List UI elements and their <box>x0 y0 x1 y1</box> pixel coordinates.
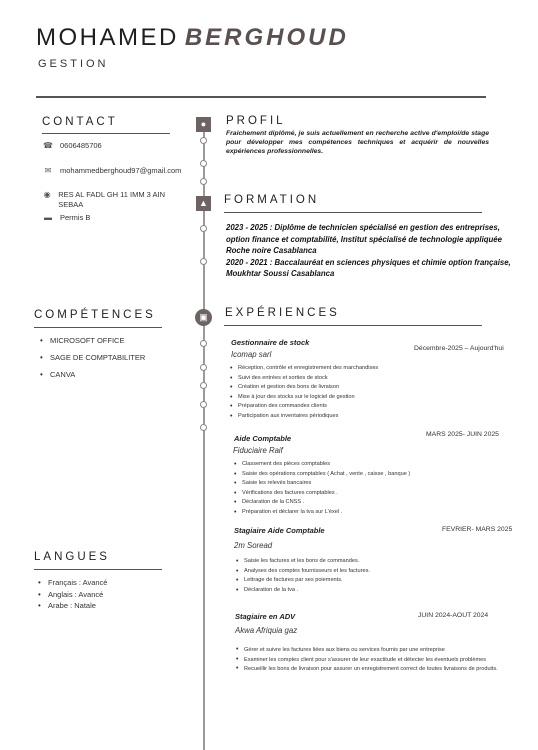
competences-list <box>40 336 145 387</box>
list-item: • Suivi des entrées et sorties de stock <box>230 374 378 384</box>
list-item: • Classement des pièces comptables <box>234 460 410 470</box>
envelope-icon: ✉ <box>44 166 52 175</box>
list-item: • Création et gestion des bons de livraison <box>230 383 378 393</box>
last-name: BERGHOUD <box>184 24 349 51</box>
graduation-cap-icon: ▲ <box>196 196 211 211</box>
list-item: • Recueillir les bons de livraison pour assurer un enregistrement correct de toutes livraisons de produits. <box>236 665 530 673</box>
timeline-dot <box>200 340 207 347</box>
job-company: Akwa Afriquia gaz <box>235 626 298 635</box>
list-item: • Réception, contrôle et enregistrement des marchandises <box>230 364 378 374</box>
timeline-dot <box>200 382 207 389</box>
list-item: • MICROSOFT OFFICE <box>40 336 145 346</box>
list-item: • Déclaration de la tva . <box>236 586 370 596</box>
experiences-title: EXPÉRIENCES <box>225 307 340 319</box>
person-icon: ● <box>196 117 211 132</box>
list-item: • Saisie les relevés bancaires <box>234 479 410 489</box>
list-item: • Mise à jour des stocks sur le logiciel de gestion <box>230 393 378 403</box>
formation-entry: 2020 - 2021 : Baccalauréat en sciences physiques et chimie option française, Moukhtar Soussi Casablanca <box>226 257 511 278</box>
formation-divider <box>224 212 482 213</box>
list-item: • Préparation et déclarer la tva sur L'éxel . <box>234 508 410 518</box>
contact-phone <box>42 141 102 151</box>
list-item: • Saisie des opérations comptables ( Achat , vente , caisse , banque ) <box>234 470 410 480</box>
list-item: • CANVA <box>40 370 145 380</box>
langues-title: LANGUES <box>34 551 110 563</box>
timeline-dot <box>200 137 207 144</box>
job-company: Fiduciaire Raif <box>233 446 283 455</box>
list-item: • Lettrage de factures par ses poiements. <box>236 576 370 586</box>
timeline-dot <box>200 424 207 431</box>
list-item: • Gérer et suivre les factures liées aux biens ou services fournis par une entreprise <box>236 646 530 654</box>
formation-title: FORMATION <box>224 194 320 206</box>
job-tasks <box>236 646 530 675</box>
timeline-dot <box>200 364 207 371</box>
competences-divider <box>34 327 162 328</box>
job-title: Aide Comptable <box>234 434 292 443</box>
list-item: • Examiner les comptes client pour s'assurer de leur exactitude et détecter les éventuels problèmes <box>236 656 530 664</box>
address-text: RES AL FADL GH 11 IMM 3 AIN SEBAA <box>58 190 166 209</box>
timeline-dot <box>200 258 207 265</box>
list-item: • Déclaration de la CNSS . <box>234 498 410 508</box>
job-title: Gestionnaire de stock <box>231 338 310 347</box>
contact-email <box>42 166 181 176</box>
job-title: Stagiaire en ADV <box>235 612 296 621</box>
contact-address <box>42 190 172 210</box>
list-item: • Anglais : Avancé <box>38 590 107 600</box>
profil-title: PROFIL <box>226 115 286 127</box>
experiences-divider <box>224 325 482 326</box>
candidate-name <box>36 24 349 52</box>
job-date: JUIN 2024-AOUT 2024 <box>418 612 489 619</box>
timeline-dot <box>200 225 207 232</box>
contact-license <box>42 213 90 223</box>
list-item: • Préparation des commandes clients <box>230 402 378 412</box>
langues-divider <box>34 569 162 570</box>
list-item: • Participation aux inventaires périodiques <box>230 412 378 422</box>
list-item: • Vérifications des factures comptables . <box>234 489 410 499</box>
timeline-dot <box>200 178 207 185</box>
competences-title: COMPÉTENCES <box>34 309 156 321</box>
license-text: Permis B <box>60 213 91 222</box>
formation-entry: 2023 - 2025 : Diplôme de technicien spécialisé en gestion des entreprises, option finance et comptabilité, Institut spécialisé de technologie appliquée Roche noire Casablanca <box>226 223 502 255</box>
first-name: MOHAMED <box>36 24 179 51</box>
job-company: Icomap sarl <box>231 350 272 359</box>
briefcase-icon: ▣ <box>195 309 212 326</box>
job-tasks <box>236 557 370 595</box>
contact-title: CONTACT <box>42 116 118 128</box>
list-item: • Arabe : Natale <box>38 601 107 611</box>
job-tasks <box>234 460 410 518</box>
phone-text: 0606485706 <box>60 141 102 150</box>
email-text: mohammedberghoud97@gmail.com <box>60 166 182 175</box>
profil-text: Fraichement diplômé, je suis actuellement en recherche active d'emploi/de stage pour développer mes compétences techniques et acquérir de nouvelles expériences professionnelles. <box>226 130 489 156</box>
timeline-dot <box>200 401 207 408</box>
job-title: Stagiaire Aide Comptable <box>234 526 325 535</box>
job-date: MARS 2025- JUIN 2025 <box>426 431 499 438</box>
job-date: Décembre-2025 – Aujourd'hui <box>414 345 504 352</box>
list-item: • Français : Avancé <box>38 578 107 588</box>
job-subtitle: GESTION <box>38 58 109 70</box>
location-pin-icon: ◉ <box>43 190 51 199</box>
timeline-dot <box>200 160 207 167</box>
formation-text <box>226 222 511 280</box>
list-item: • Saisie les factures et les bons de commandes. <box>236 557 370 567</box>
job-date: FEVRIER- MARS 2025 <box>442 526 513 533</box>
job-tasks <box>230 364 378 422</box>
list-item: • SAGE DE COMPTABILITER <box>40 353 145 363</box>
job-company: 2m Soread <box>234 541 273 550</box>
header-divider <box>36 96 486 98</box>
contact-divider <box>42 133 170 134</box>
phone-icon: ☎ <box>43 141 53 150</box>
car-icon: ▬ <box>44 213 52 222</box>
langues-list <box>38 578 107 613</box>
list-item: • Analyses des comptes fournisseurs et les factures. <box>236 567 370 577</box>
timeline-line <box>203 118 205 750</box>
